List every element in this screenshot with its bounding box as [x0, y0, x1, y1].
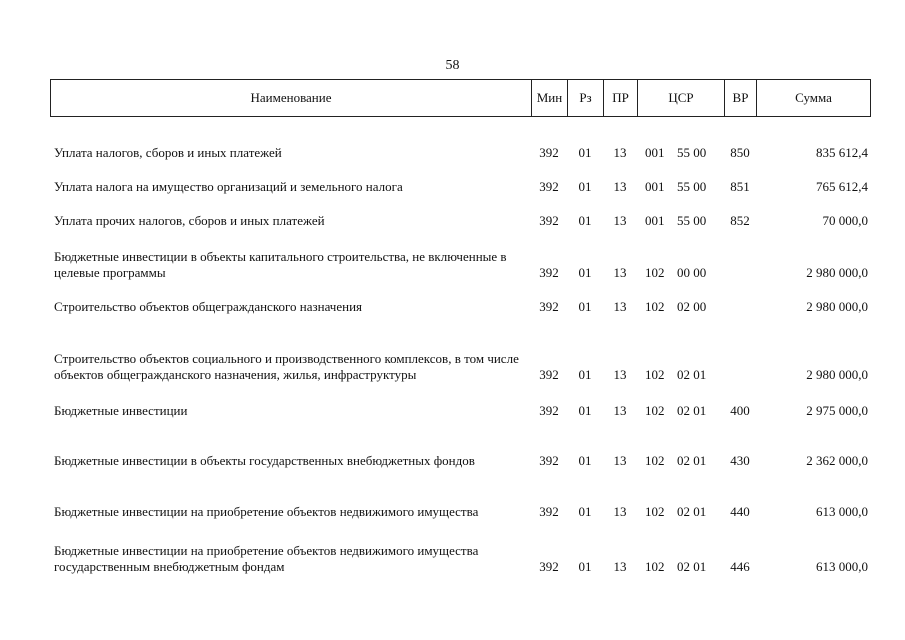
row-min: 392: [539, 299, 559, 314]
row-min: 392: [539, 367, 559, 382]
row-csr: [637, 195, 724, 229]
row-min: 392: [539, 403, 559, 418]
row-vr: [724, 315, 756, 383]
page-number: 58: [445, 58, 460, 73]
row-csr-program: 001: [645, 213, 665, 228]
header-row: [51, 80, 871, 117]
row-sum: 2 975 000,0: [806, 403, 868, 418]
row-csr: [637, 161, 724, 195]
column-header-sum: Сумма: [757, 80, 871, 117]
row-min: 392: [539, 453, 559, 468]
column-header-name: Наименование: [51, 80, 532, 117]
row-sum: 835 612,4: [816, 145, 868, 160]
row-pr: 13: [613, 179, 627, 194]
row-sum: 2 362 000,0: [806, 453, 868, 468]
row-csr: [637, 419, 724, 469]
row-csr-program: 102: [645, 299, 665, 314]
row-csr-program: 102: [645, 367, 665, 382]
table-row: [50, 281, 870, 315]
row-csr-subprogram: 55 00: [677, 179, 707, 194]
row-csr: [637, 229, 724, 281]
row-name: Бюджетные инвестиции на приобретение объектов недвижимого имущества государственным внебюджетным фондам: [54, 543, 479, 574]
row-csr-program: 102: [645, 453, 665, 468]
row-name: Уплата налога на имущество организаций и земельного налога: [54, 179, 403, 194]
row-pr: 13: [613, 453, 627, 468]
row-csr-program: 102: [645, 403, 665, 418]
row-min: 392: [539, 213, 559, 228]
row-csr-program: 001: [645, 179, 665, 194]
row-csr: [637, 281, 724, 315]
table-row: [50, 383, 870, 419]
row-rz: 01: [578, 453, 592, 468]
row-min: 392: [539, 559, 559, 574]
table-body: [50, 125, 870, 575]
column-header-min: Мин: [532, 80, 568, 117]
row-csr-subprogram: 02 01: [677, 504, 707, 519]
row-sum: 2 980 000,0: [806, 265, 868, 280]
row-name: Уплата прочих налогов, сборов и иных платежей: [54, 213, 325, 228]
row-csr-program: 001: [645, 145, 665, 160]
row-csr: [637, 315, 724, 383]
row-vr: 851: [730, 179, 750, 194]
row-name: Бюджетные инвестиции: [54, 403, 188, 418]
row-min: 392: [539, 145, 559, 160]
row-vr: 430: [730, 453, 750, 468]
row-name: Бюджетные инвестиции в объекты капитального строительства, не включенные в целевые программы: [54, 249, 507, 280]
row-rz: 01: [578, 504, 592, 519]
row-vr: [724, 281, 756, 315]
row-rz: 01: [578, 265, 592, 280]
row-pr: 13: [613, 145, 627, 160]
row-rz: 01: [578, 559, 592, 574]
row-rz: 01: [578, 145, 592, 160]
table-row: [50, 469, 870, 520]
row-vr: 446: [730, 559, 750, 574]
row-sum: 2 980 000,0: [806, 367, 868, 382]
row-sum: 613 000,0: [816, 504, 868, 519]
row-sum: 613 000,0: [816, 559, 868, 574]
row-csr-program: 102: [645, 504, 665, 519]
row-vr: 850: [730, 145, 750, 160]
row-csr-subprogram: 02 01: [677, 403, 707, 418]
row-csr-subprogram: 02 01: [677, 453, 707, 468]
table-row: [50, 229, 870, 281]
row-csr-program: 102: [645, 265, 665, 280]
row-pr: 13: [613, 213, 627, 228]
row-csr-subprogram: 02 01: [677, 559, 707, 574]
row-vr: 852: [730, 213, 750, 228]
row-csr-subprogram: 55 00: [677, 213, 707, 228]
row-rz: 01: [578, 299, 592, 314]
row-name: Строительство объектов социального и производственного комплексов, в том числе объектов общегражданского назначения, жилья, инфраструктуры: [54, 351, 519, 382]
table-row: [50, 161, 870, 195]
row-pr: 13: [613, 299, 627, 314]
column-header-pr: ПР: [604, 80, 638, 117]
column-header-rz: Рз: [568, 80, 604, 117]
row-vr: 440: [730, 504, 750, 519]
row-csr-subprogram: 02 01: [677, 367, 707, 382]
row-csr-program: 102: [645, 559, 665, 574]
row-csr: [637, 383, 724, 419]
row-csr: [637, 520, 724, 575]
row-rz: 01: [578, 179, 592, 194]
row-name: Бюджетные инвестиции в объекты государственных внебюджетных фондов: [54, 453, 475, 468]
table-row: [50, 419, 870, 469]
row-name: Бюджетные инвестиции на приобретение объектов недвижимого имущества: [54, 504, 479, 519]
row-rz: 01: [578, 367, 592, 382]
row-pr: 13: [613, 504, 627, 519]
row-min: 392: [539, 504, 559, 519]
row-csr-subprogram: 55 00: [677, 145, 707, 160]
row-pr: 13: [613, 559, 627, 574]
table-row: [50, 315, 870, 383]
table-header: [50, 79, 871, 117]
row-name: Уплата налогов, сборов и иных платежей: [54, 145, 282, 160]
row-pr: 13: [613, 403, 627, 418]
row-csr: [637, 469, 724, 520]
row-sum: 70 000,0: [822, 213, 868, 228]
table-row: [50, 520, 870, 575]
table-row: [50, 195, 870, 229]
budget-table: [50, 125, 870, 575]
row-vr: [724, 229, 756, 281]
row-csr-subprogram: 00 00: [677, 265, 707, 280]
row-sum: 2 980 000,0: [806, 299, 868, 314]
row-min: 392: [539, 179, 559, 194]
row-min: 392: [539, 265, 559, 280]
row-vr: 400: [730, 403, 750, 418]
row-csr-subprogram: 02 00: [677, 299, 707, 314]
row-rz: 01: [578, 213, 592, 228]
table-row: [50, 125, 870, 161]
column-header-vr: ВР: [725, 80, 757, 117]
column-header-csr: ЦСР: [638, 80, 725, 117]
row-rz: 01: [578, 403, 592, 418]
row-csr: [637, 125, 724, 161]
row-name: Строительство объектов общегражданского назначения: [54, 299, 363, 314]
row-pr: 13: [613, 367, 627, 382]
row-sum: 765 612,4: [816, 179, 868, 194]
row-pr: 13: [613, 265, 627, 280]
